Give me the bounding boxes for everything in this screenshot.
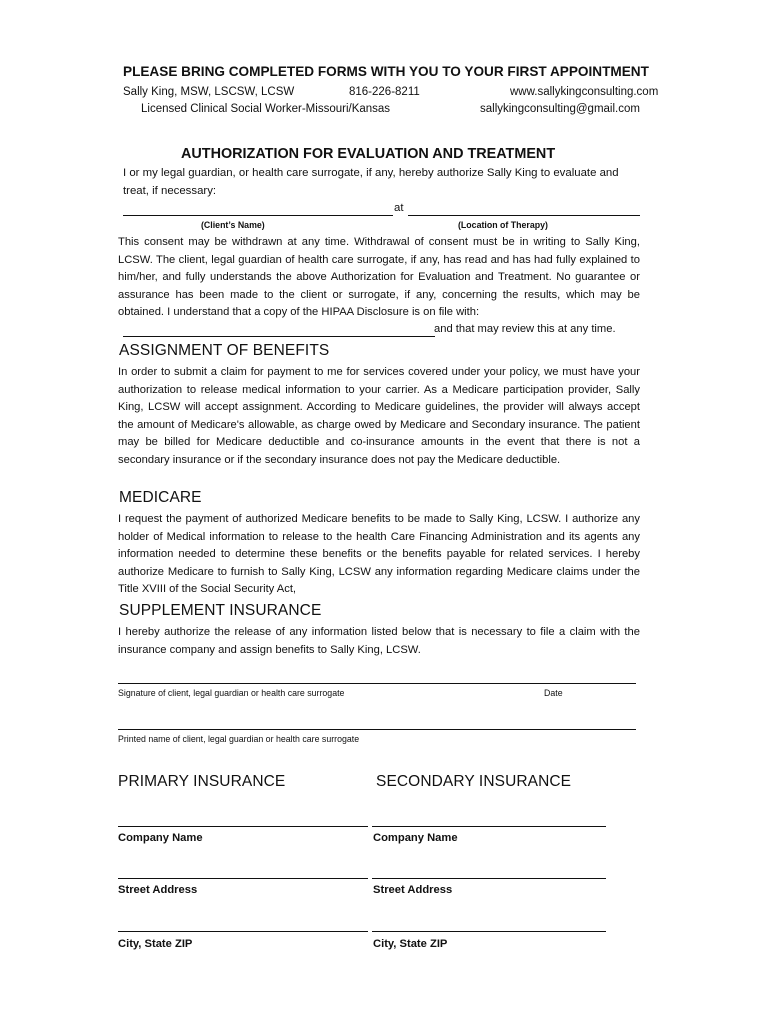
- printed-name-label: Printed name of client, legal guardian or health care surrogate: [118, 734, 360, 744]
- page-header-title: PLEASE BRING COMPLETED FORMS WITH YOU TO YOUR FIRST APPOINTMENT: [123, 64, 649, 79]
- primary-insurance-heading: PRIMARY INSURANCE: [118, 773, 286, 790]
- assignment-heading: ASSIGNMENT OF BENEFITS: [119, 342, 330, 359]
- signature-field[interactable]: [118, 683, 636, 684]
- authorization-intro-line1: I or my legal guardian, or health care surrogate, if any, hereby authorize Sally King to evaluate and: [123, 167, 619, 179]
- secondary-city-field[interactable]: [372, 931, 606, 932]
- secondary-company-field[interactable]: [372, 826, 606, 827]
- primary-city-field[interactable]: [118, 931, 368, 932]
- consent-paragraph: This consent may be withdrawn at any time. Withdrawal of consent must be in writing to Sally King, LCSW. The client, legal guardian of health care surrogate, if any, has read and has had fully explained to him/her, and fully understands the above Authorization for Evaluation and Treatment. No guarantee or assurance has been made to the client or surrogate, if any, concerning the results, which may be obtained. I understand that a copy of the HIPAA Disclosure is on file with:: [118, 236, 640, 319]
- medicare-paragraph: I request the payment of authorized Medicare benefits to be made to Sally King, LCSW. I authorize any holder of Medical information to release to the health Care Financing Administration and its agents any information needed to determine these benefits or the benefits payable for related services. I hereby authorize Medicare to furnish to Sally King, LCSW any information regarding Medicare claims under the Title XVIII of the Social Security Act,: [118, 513, 640, 596]
- authorization-intro-line2: treat, if necessary:: [123, 185, 217, 197]
- provider-email[interactable]: sallykingconsulting@gmail.com: [480, 103, 640, 115]
- secondary-street-label: Street Address: [373, 884, 453, 896]
- authorization-title: AUTHORIZATION FOR EVALUATION AND TREATMENT: [181, 146, 556, 162]
- provider-name: Sally King, MSW, LSCSW, LCSW: [123, 86, 295, 98]
- primary-company-field[interactable]: [118, 826, 368, 827]
- client-name-field[interactable]: [123, 215, 393, 216]
- medicare-heading: MEDICARE: [119, 489, 202, 506]
- secondary-insurance-heading: SECONDARY INSURANCE: [376, 773, 572, 790]
- provider-license: Licensed Clinical Social Worker-Missouri/Kansas: [141, 103, 391, 115]
- location-label: (Location of Therapy): [458, 220, 548, 230]
- location-field[interactable]: [408, 215, 640, 216]
- primary-company-label: Company Name: [118, 832, 203, 844]
- date-label: Date: [544, 688, 563, 698]
- printed-name-field[interactable]: [118, 729, 636, 730]
- primary-street-label: Street Address: [118, 884, 198, 896]
- hipaa-holder-field[interactable]: [123, 336, 435, 337]
- provider-phone: 816-226-8211: [349, 86, 420, 98]
- secondary-city-label: City, State ZIP: [373, 938, 448, 950]
- supplement-heading: SUPPLEMENT INSURANCE: [119, 602, 322, 619]
- review-text: and that may review this at any time.: [434, 323, 616, 335]
- provider-website[interactable]: www.sallykingconsulting.com: [510, 86, 659, 98]
- at-word: at: [394, 202, 404, 214]
- client-name-label: (Client’s Name): [201, 220, 265, 230]
- assignment-paragraph: In order to submit a claim for payment to me for services covered under your policy, we must have your authorization to release medical information to your carrier. As a Medicare participation provider, Sally King, LCSW will accept assignment. According to Medicare guidelines, the provider will always accept the amount of Medicare's allowable, as charge owed by Medicare and Secondary insurance. The patient may be billed for Medicare deductible and co-insurance amounts in the event that there is not a secondary insurance or if the secondary insurance does not pay the Medicare deductible.: [118, 366, 640, 466]
- secondary-company-label: Company Name: [373, 832, 458, 844]
- signature-label: Signature of client, legal guardian or health care surrogate: [118, 688, 345, 698]
- supplement-paragraph: I hereby authorize the release of any information listed below that is necessary to file a claim with the insurance company and assign benefits to Sally King, LCSW.: [118, 626, 640, 656]
- secondary-street-field[interactable]: [372, 878, 606, 879]
- primary-city-label: City, State ZIP: [118, 938, 193, 950]
- primary-street-field[interactable]: [118, 878, 368, 879]
